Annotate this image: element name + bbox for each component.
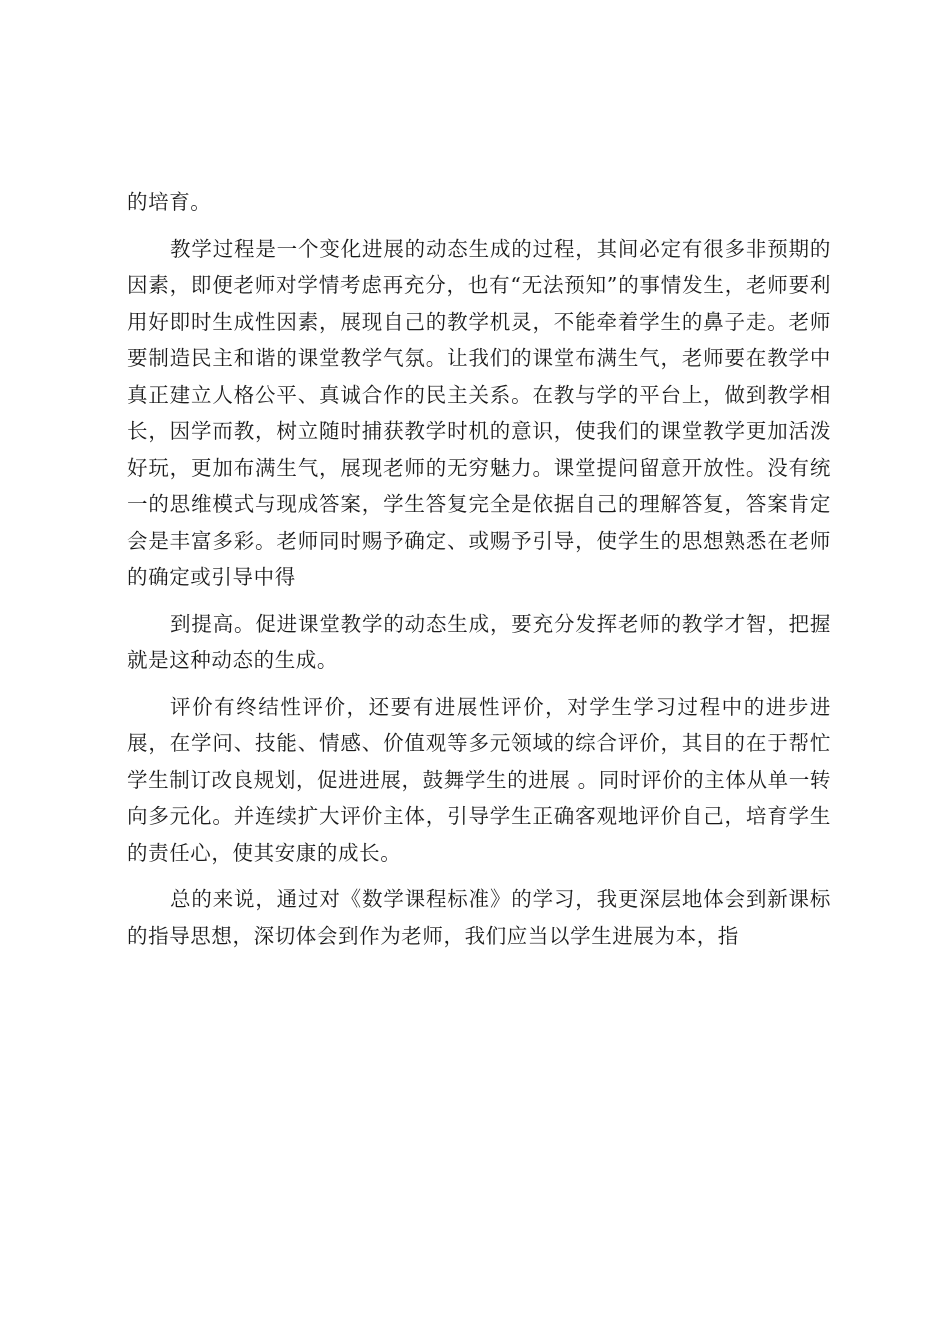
paragraph-1: 的培育。	[127, 190, 212, 214]
paragraph-2: 教学过程是一个变化进展的动态生成的过程，其间必定有很多非预期的因素，即便老师对学情考虑再充分，也有“无法预知”的事情发生，老师要利用好即时生成性因素，展现自己的教学机灵，不能牵着学生的鼻子走。老师要制造民主和谐的课堂教学气氛。让我们的课堂布满生气，老师要在教学中真正建立人格公平、真诚合作的民主关系。在教与学的平台上，做到教学相长，因学而教，树立随时捕获教学时机的意识，使我们的课堂教学更加活泼好玩，更加布满生气，展现老师的无穷魅力。课堂提问留意开放性。没有统一的思维模式与现成答案，学生答复完全是依据自己的理解答复，答案肯定会是丰富多彩。老师同时赐予确定、或赐予引导，使学生的思想熟悉在老师的确定或引导中得	[127, 236, 831, 589]
document-body	[127, 184, 831, 964]
paragraph-3: 到提高。促进课堂教学的动态生成，要充分发挥老师的教学才智，把握就是这种动态的生成。	[127, 611, 831, 672]
paragraph-5: 总的来说，通过对《数学课程标准》的学习，我更深层地体会到新课标的指导思想，深切体会到作为老师，我们应当以学生进展为本，指	[127, 887, 831, 948]
paragraph-4: 评价有终结性评价，还要有进展性评价，对学生学习过程中的进步进展，在学问、技能、情感、价值观等多元领域的综合评价，其目的在于帮忙学生制订改良规划，促进进展，鼓舞学生的进展 。同时评价的主体从单一转向多元化。并连续扩大评价主体，引导学生正确客观地评价自己，培育学生的责任心，使其安康的成长。	[127, 694, 831, 865]
